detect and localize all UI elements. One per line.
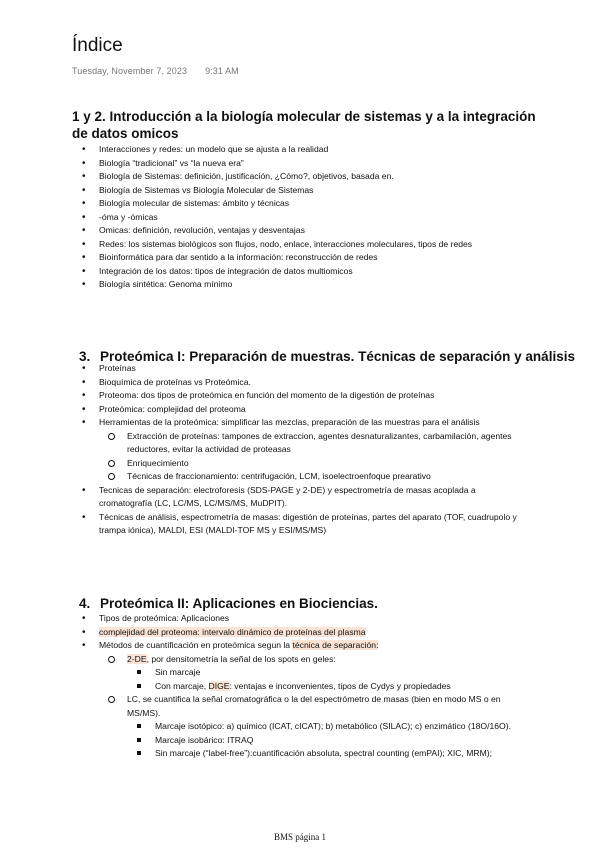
section-4-sublist (99, 653, 520, 761)
section-1-heading: 1 y 2. Introducción a la biología molecular de sistemas y a la integración de datos omicos (72, 109, 536, 141)
page-title: Índice (72, 35, 123, 56)
list-item: • Biología de Sistemas vs Biología Molecular de Sistemas (80, 184, 520, 198)
list-item: • Técnicas de análisis, espectrometría de masas: digestión de proteínas, partes del aparato (TOF, cuadrupolo y trampa iónica), MALDI, ESI (MALDI-TOF MS y ESI/MS/MS) (80, 511, 520, 538)
section-3-list (80, 362, 520, 538)
list-item: • Bioinformática para dar sentido a la información: reconstrucción de redes (80, 251, 520, 265)
sub-sub-list (127, 666, 520, 693)
section-3-number: 3. (79, 349, 91, 364)
sub-sub-list-item: Sin marcaje (“label-free”):cuantificación absoluta, spectral counting (emPAI); XIC, MRM); (127, 747, 520, 761)
section-3-title: Proteómica I: Preparación de muestras. Técnicas de separación y análisis (100, 349, 575, 364)
sub-list-item-text: LC, se cuantifica la señal cromatográfica o la del espectrómetro de masas (bien en modo MS o en MS/MS). (127, 694, 501, 718)
highlighted-text: complejidad del proteoma: intervalo dinámico de proteínas del plasma (99, 626, 366, 637)
list-item (80, 416, 520, 484)
sub-sub-list (127, 720, 520, 761)
list-item: • Integración de los datos: tipos de integración de datos multiomicos (80, 265, 520, 279)
sub-list-item: Enriquecimiento (99, 457, 520, 471)
page-date: Tuesday, November 7, 2023 (72, 66, 188, 76)
list-item: • Tecnicas de separación: electroforesis (SDS-PAGE y 2-DE) y espectrometría de masas acoplada a cromatografía (LC, LC/MS, LC/MS/MS, MuDPIT). (80, 484, 520, 511)
page-footer: BMS página 1 (273, 832, 326, 842)
list-item: • Proteínas (80, 362, 520, 376)
sub-list-item-text: , por densitometría la señal de los spots en geles: (146, 653, 336, 664)
sub-sub-list-item (127, 680, 520, 694)
list-item: • Biología de Sistemas: definición, justificación, ¿Cómo?, objetivos, basada en. (80, 170, 520, 184)
sub-sub-list-item: Marcaje isobárico: ITRAQ (127, 734, 520, 748)
list-item: • Bioquímica de proteínas vs Proteómica. (80, 376, 520, 390)
highlighted-text: técnica de separación: (292, 640, 379, 650)
section-3-sublist (99, 430, 520, 484)
list-item: • Interacciones y redes: un modelo que se ajusta a la realidad (80, 143, 520, 157)
sub-list-item: Extracción de proteínas: tampones de extraccion, agentes desnaturalizantes, carbamilación, agentes reductores, evitar la actividad de proteasas (99, 430, 520, 457)
sub-list-item (99, 693, 520, 761)
page-time: 9:31 AM (205, 66, 239, 76)
list-item: • Tipos de proteómica: Aplicaciones (80, 612, 520, 626)
section-4-list (80, 612, 520, 761)
sub-sub-list-item-text: Con marcaje, (155, 680, 209, 691)
section-4-title: Proteómica II: Aplicaciones en Biociencias. (100, 596, 378, 611)
list-item: • Biología molecular de sistemas: ámbito y técnicas (80, 197, 520, 211)
list-item: • Omicas: definición, revolución, ventajas y desventajas (80, 224, 520, 238)
list-item: • Proteoma: dos tipos de proteómica en función del momento de la digestión de proteínas (80, 389, 520, 403)
section-4-number: 4. (79, 596, 91, 611)
list-item-text: Herramientas de la proteómica: simplificar las mezclas, preparación de las muestras para el análisis (99, 417, 480, 427)
highlighted-text: 2-DE (127, 653, 147, 664)
list-item-text: Métodos de cuantificación en proteómica segun la (99, 640, 293, 650)
list-item: • Biología “tradicional” vs “la nueva era” (80, 157, 520, 171)
list-item (80, 626, 520, 640)
sub-list-item (99, 653, 520, 694)
sub-sub-list-item: Sin marcaje (127, 666, 520, 680)
list-item (80, 639, 520, 761)
sub-sub-list-item-text: : ventajas e inconvenientes, tipos de Cydys y propiedades (229, 680, 451, 691)
list-item: • Proteómica: complejidad del proteoma (80, 403, 520, 417)
sub-sub-list-item: Marcaje isotópico: a) químico (ICAT, cICAT); b) metabólico (SILAC); c) enzimático (18O/16O). (127, 720, 520, 734)
list-item: • Biología sintética: Genoma mínimo (80, 278, 520, 292)
list-item: • -óma y -ómicas (80, 211, 520, 225)
page-timestamp (72, 66, 239, 76)
sub-list-item: Técnicas de fraccionamiento: centrifugación, LCM, isoelectroenfoque prearativo (99, 470, 520, 484)
section-4-heading (79, 595, 378, 612)
list-item: • Redes: los sistemas biológicos son flujos, nodo, enlace, interacciones moleculares, tipos de redes (80, 238, 520, 252)
highlighted-text: DIGE (208, 680, 230, 691)
section-1-list (80, 143, 520, 292)
